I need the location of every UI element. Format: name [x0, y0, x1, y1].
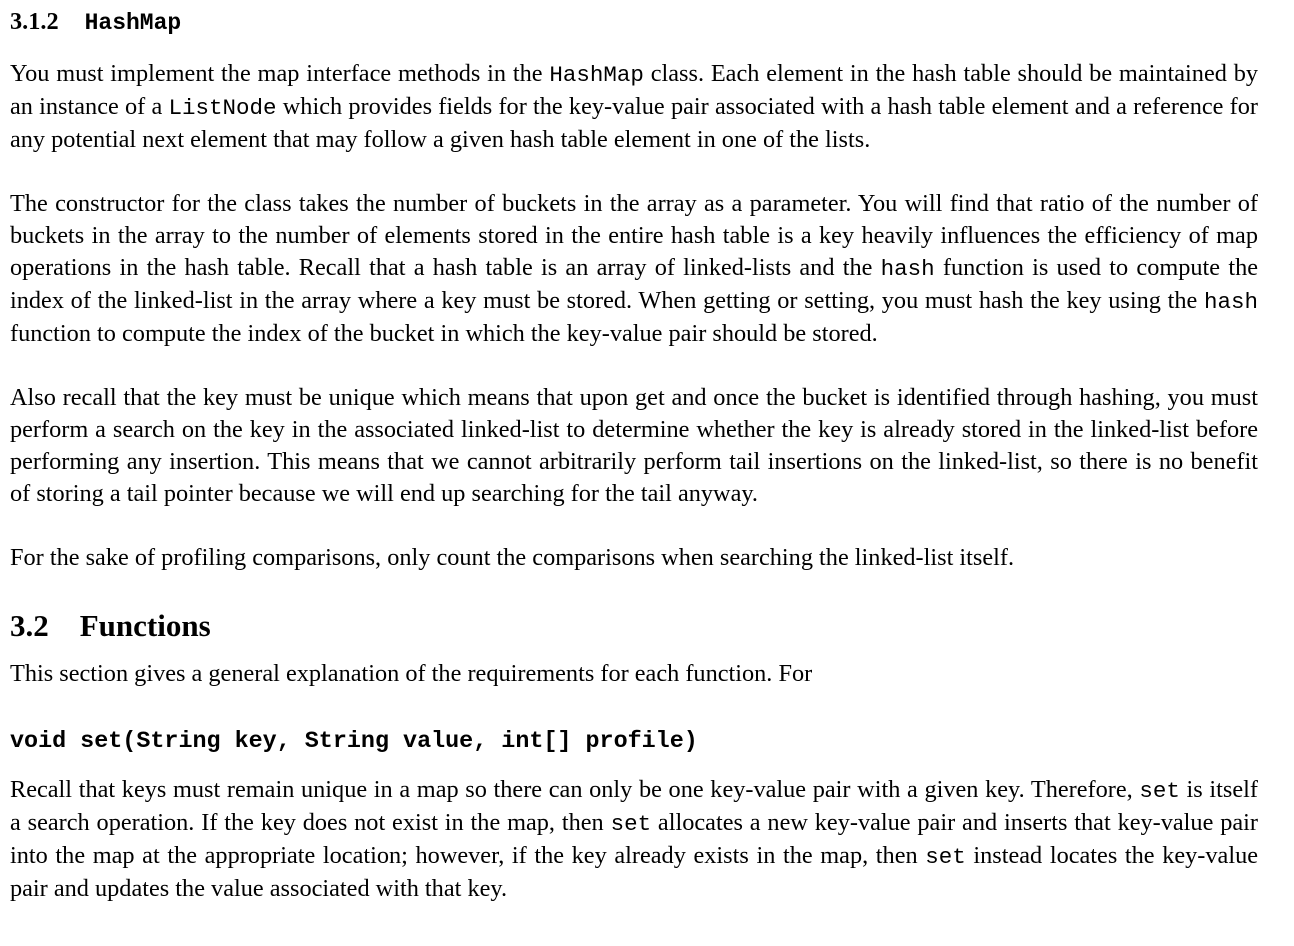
code-hash: hash	[880, 256, 935, 282]
paragraph-unique-key: Also recall that the key must be unique which means that upon get and once the bucket is identified through hashing, you must perform a search on the key in the associated linked-list to determine whether the key is already stored in the linked-list before performing any insertion. This means that we cannot arbitrarily perform tail insertions on the linked-list, so there is no benefit of storing a tail pointer because we will end up searching for the tail anyway.	[10, 384, 1258, 507]
subsection-heading	[10, 6, 1258, 42]
code-hashmap: HashMap	[549, 62, 644, 88]
paragraph-constructor: The constructor for the class takes the number of buckets in the array as a parameter. You will find that ratio of the number of buckets in the array to the number of elements stored in the entire hash table is a key heavily influences the efficiency of map operations in the hash table. Recall that a hash table is an array of linked-lists and the hash function is used to compute the index of the linked-list in the array where a key must be stored. When getting or setting, you must hash the key using the hash function to compute the index of the bucket in which the key-value pair should be stored.	[10, 190, 1259, 347]
code-listnode: ListNode	[168, 95, 277, 121]
subsection-title: HashMap	[84, 10, 182, 36]
code-set: set	[925, 844, 966, 870]
paragraph-set-description: Recall that keys must remain unique in a map so there can only be one key-value pair with a given key. Therefore, set is itself a search operation. If the key does not exist in the map, then set allocates a new key-value pair and inserts that key-value pair into the map at the appropriate location; however, if the key already exists in the map, then set instead locates the key-value pair and updates the value associated with that key.	[10, 776, 1259, 902]
paragraph-profiling: For the sake of profiling comparisons, only count the comparisons when searching the linked-list itself.	[10, 544, 1015, 571]
function-signature: void set(String key, String value, int[] profile)	[10, 729, 698, 755]
section-title: Functions	[79, 608, 211, 643]
subsection-number: 3.1.2	[10, 8, 59, 35]
paragraph-functions-intro: This section gives a general explanation of the requirements for each function. For	[10, 660, 813, 687]
code-set: set	[1139, 778, 1180, 804]
code-set: set	[610, 811, 652, 837]
section-number: 3.2	[10, 608, 49, 643]
paragraph-hashmap-intro: You must implement the map interface methods in the HashMap class. Each element in the hash table should be maintained by an instance of a ListNode which provides fields for the key-value pair associated with a hash table element and a reference for any potential next element that may follow a given hash table element in one of the lists.	[10, 60, 1259, 153]
code-hash: hash	[1203, 289, 1258, 315]
section-heading	[10, 606, 1258, 646]
